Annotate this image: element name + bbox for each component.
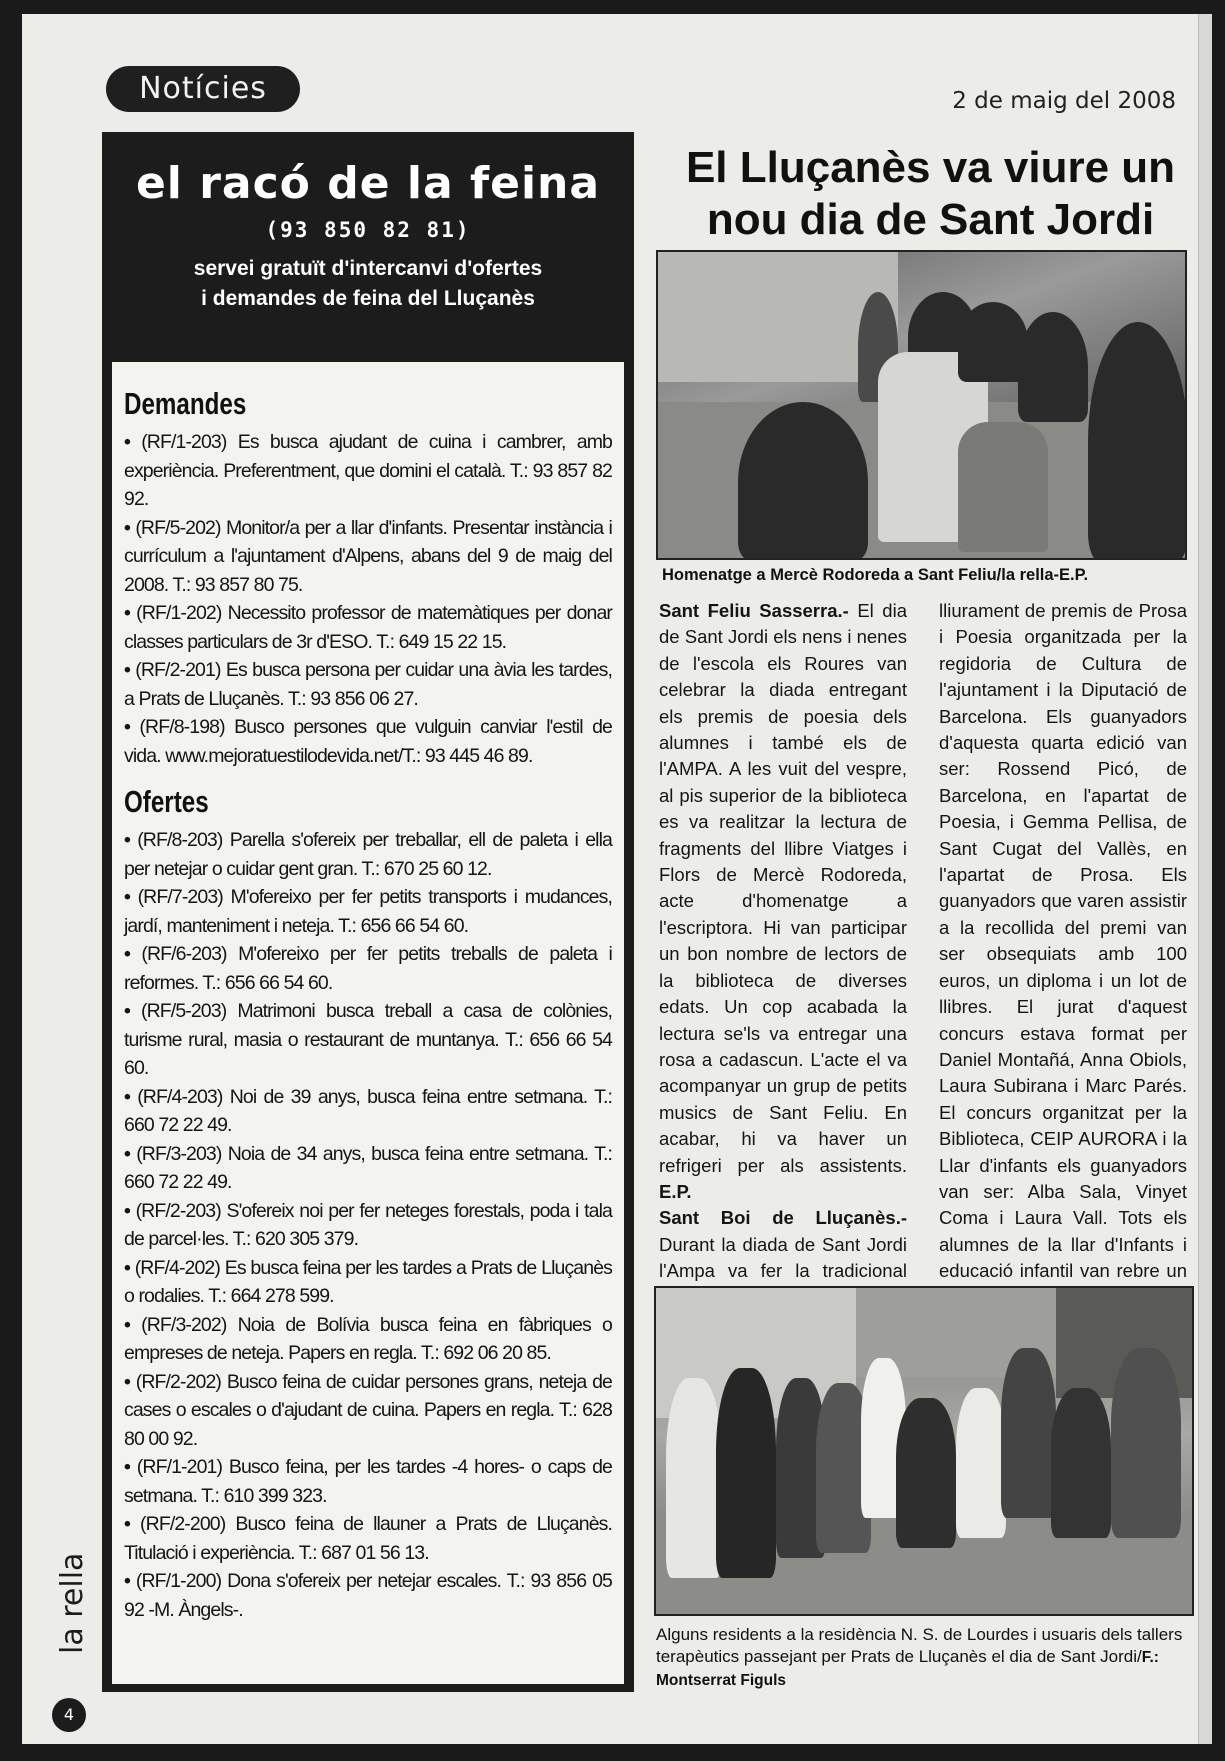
photo-credit: F.: Montserrat Figuls xyxy=(656,1649,1159,1689)
job-board-phone: (93 850 82 81) xyxy=(265,218,471,242)
photo-person xyxy=(1001,1348,1056,1518)
photo-person xyxy=(716,1368,776,1578)
list-item: • (RF/1-202) Necessito professor de matemàtiques per donar classes particulars de 3r d'ESO. T.: 649 15 22 15. xyxy=(124,599,612,656)
article-column-1 xyxy=(659,598,907,1364)
list-item: • (RF/4-202) Es busca feina per les tardes a Prats de Lluçanès o rodalies. T.: 664 278 599. xyxy=(124,1254,612,1311)
ofertes-heading: Ofertes xyxy=(124,784,209,819)
job-board-subtitle-line: servei gratuït d'intercanvi d'ofertes xyxy=(193,257,543,280)
list-item: • (RF/2-202) Busco feina de cuidar persones grans, neteja de cases o escales o d'ajudant de cuina. Papers en regla. T.: 628 80 00 92. xyxy=(124,1368,612,1454)
list-item: • (RF/3-203) Noia de 34 anys, busca feina entre setmana. T.: 660 72 22 49. xyxy=(124,1140,612,1197)
list-item: • (RF/8-203) Parella s'ofereix per treballar, ell de paleta i ella per netejar o cuidar gent gran. T.: 670 25 60 12. xyxy=(124,826,612,883)
article-column-2 xyxy=(939,598,1187,1311)
article-photo-reading xyxy=(656,250,1187,560)
photo-figure xyxy=(1018,312,1088,422)
list-item: • (RF/2-201) Es busca persona per cuidar una àvia les tardes, a Prats de Lluçanès. T.: 93 856 06 27. xyxy=(124,656,612,713)
newspaper-page xyxy=(22,14,1212,1744)
photo-person xyxy=(956,1388,1006,1538)
list-item: • (RF/5-202) Monitor/a per a llar d'infants. Presentar instància i currículum a l'ajuntament d'Alpens, abans del 9 de maig del 2008. T.: 93 857 80 75. xyxy=(124,514,612,600)
page-edge xyxy=(1198,14,1212,1744)
article-headline: El Lluçanès va viure un nou dia de Sant Jordi xyxy=(685,143,1176,244)
job-board-subtitle xyxy=(112,254,624,314)
list-item: • (RF/1-203) Es busca ajudant de cuina i cambrer, amb experiència. Preferentment, que domini el català. T.: 93 857 82 92. xyxy=(124,428,612,514)
article-paragraph: lliurament de premis de Prosa i Poesia organitzada per la regidoria de Cultura de l'ajuntament i la Diputació de Barcelona. Els guanyadors d'aquesta quarta edició van ser: Rossend Picó, de Barcelona, en l'apartat de Poesia, i Gemma Pellisa, de Sant Cugat del Vallès, en l'apartat de Prosa. Els guanyadors que varen assistir a la recollida del premi van ser obsequiats amb 100 euros, un diploma i un lot de llibres. El jurat d'aquest concurs estava format per Daniel Montañá, Anna Obiols, Laura Subirana i Marc Parés. El concurs organitzat per la Biblioteca, CEIP AURORA i la Llar d'infants els guanyadors van ser: Alba Sala, Vinyet Coma i Laura Vall. Tots els alumnes de la llar d'Infants i educació infantil van rebre un xyxy=(939,600,1187,1282)
list-item: • (RF/6-203) M'ofereixo per fer petits treballs de paleta i reformes. T.: 656 66 54 60. xyxy=(124,940,612,997)
photo-person xyxy=(1111,1348,1181,1538)
list-item: • (RF/8-198) Busco persones que vulguin canviar l'estil de vida. www.mejoratuestilodevida.net/T.: 93 445 46 89. xyxy=(124,713,612,770)
section-label: Notícies xyxy=(106,66,300,112)
article-paragraph: Durant la diada de Sant Jordi l'Ampa va fer la tradicional xyxy=(659,1233,907,1282)
demandes-heading: Demandes xyxy=(124,386,247,421)
publication-name: la rella xyxy=(55,1552,90,1654)
photo-figure xyxy=(738,402,868,560)
photo-caption xyxy=(656,1624,1196,1692)
list-item: • (RF/3-202) Noia de Bolívia busca feina en fàbriques o empreses de neteja. Papers en regla. T.: 692 06 20 85. xyxy=(124,1311,612,1368)
list-item: • (RF/7-203) M'ofereixo per fer petits transports i mudances, jardí, manteniment i neteja. T.: 656 66 54 60. xyxy=(124,883,612,940)
article-dateline: Sant Feliu Sasserra.- xyxy=(659,600,849,621)
photo-person xyxy=(896,1398,956,1548)
list-item: • (RF/1-201) Busco feina, per les tardes -4 hores- o caps de setmana. T.: 610 399 323. xyxy=(124,1453,612,1510)
issue-date: 2 de maig del 2008 xyxy=(952,88,1176,114)
list-item: • (RF/4-203) Noi de 39 anys, busca feina entre setmana. T.: 660 72 22 49. xyxy=(124,1083,612,1140)
photo-caption: Homenatge a Mercè Rodoreda a Sant Feliu/la rella-E.P. xyxy=(662,566,1089,584)
list-item: • (RF/2-203) S'ofereix noi per fer neteges forestals, poda i tala de parcel·les. T.: 620 305 379. xyxy=(124,1197,612,1254)
photo-figure xyxy=(1088,322,1187,560)
list-item: • (RF/1-200) Dona s'ofereix per netejar escales. T.: 93 856 05 92 -M. Àngels-. xyxy=(124,1567,612,1624)
job-board-header xyxy=(102,132,634,314)
photo-caption-text: Alguns residents a la residència N. S. de Lourdes i usuaris dels tallers terapèutics passejant per Prats de Lluçanès el dia de Sant Jordi/ xyxy=(656,1625,1183,1666)
job-listings xyxy=(112,362,624,1684)
job-board-subtitle-line: i demandes de feina del Lluçanès xyxy=(201,287,535,310)
photo-person xyxy=(1051,1388,1111,1538)
article-photo-residents xyxy=(654,1286,1194,1616)
article-paragraph: El dia de Sant Jordi els nens i nenes de l'escola els Roures van celebrar la diada entregant els premis de poesia dels alumnes i també els de l'AMPA. A les vuit del vespre, al pis superior de la biblioteca es va realitzar la lectura de fragments del llibre Viatges i Flors de Mercè Rodoreda, acte d'homenatge a l'escriptora. Hi van participar un bon nombre de lectors de la biblioteca de diverses edats. Un cop acabada la lectura se'ls va entregar una rosa a cadascun. L'acte el va acompanyar un grup de petits musics de Sant Feliu. En acabar, hi va haver un refrigeri per als assistents. xyxy=(659,600,907,1176)
job-board xyxy=(102,132,634,1692)
article-signature: E.P. xyxy=(659,1180,692,1202)
page-number: 4 xyxy=(52,1698,86,1732)
photo-figure xyxy=(958,422,1048,552)
article-dateline: Sant Boi de Lluçanès.- xyxy=(659,1207,907,1229)
job-board-title: el racó de la feina xyxy=(135,158,601,209)
photo-person xyxy=(666,1378,722,1578)
list-item: • (RF/5-203) Matrimoni busca treball a casa de colònies, turisme rural, masia o restaurant de muntanya. T.: 656 66 54 60. xyxy=(124,997,612,1083)
list-item: • (RF/2-200) Busco feina de llauner a Prats de Lluçanès. Titulació i experiència. T.: 687 01 56 13. xyxy=(124,1510,612,1567)
